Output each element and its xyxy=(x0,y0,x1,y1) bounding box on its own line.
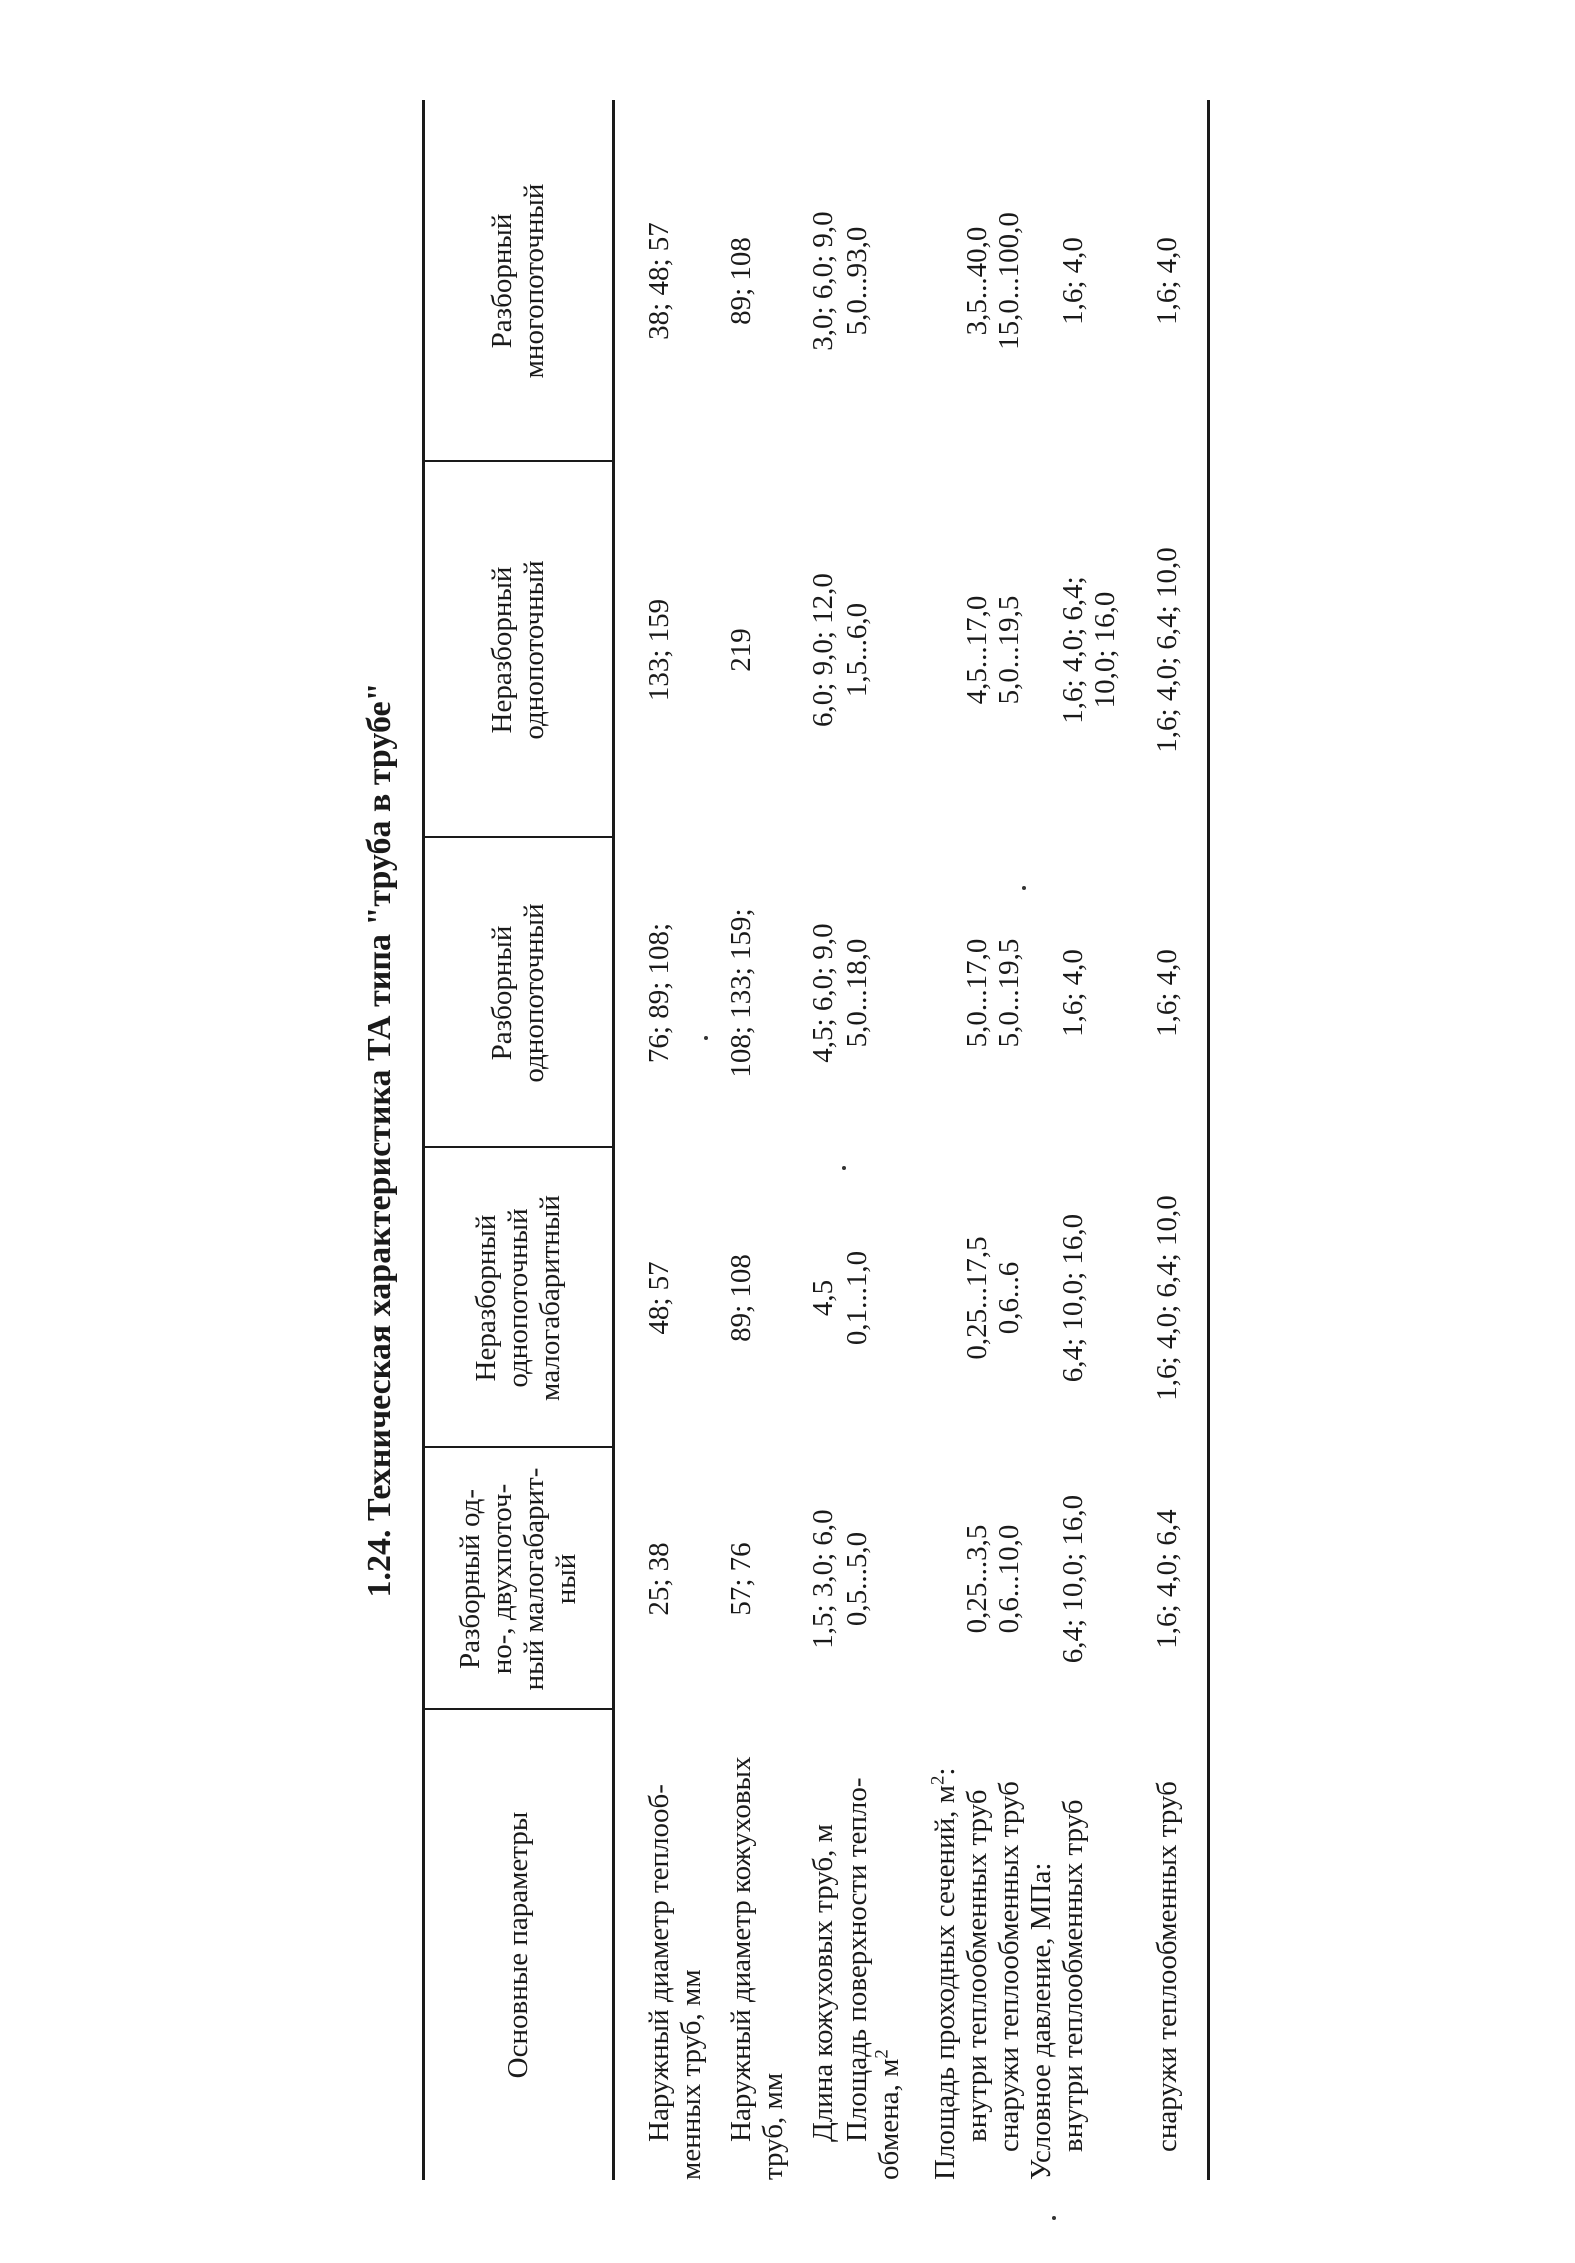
table-cell: 0,25...3,5 0,6...10,0 xyxy=(961,1524,1025,1634)
table-cell: 76; 89; 108; xyxy=(643,922,675,1064)
table-cell: 1,6; 4,0; 6,4 xyxy=(1151,1509,1183,1649)
table-cell: 4,5; 6,0; 9,0 xyxy=(807,923,839,1063)
table-cell: 0,25...17,5 0,6...6 xyxy=(961,1236,1025,1360)
table-cell: 1,5; 3,0; 6,0 xyxy=(807,1509,839,1649)
table-cell: 1,6; 4,0; 6,4; 10,0 xyxy=(1151,1195,1183,1401)
table-cell: 89; 108 xyxy=(725,1254,757,1342)
table-cell: 5,0...93,0 xyxy=(841,226,873,336)
table-cell: 4,5...17,0 5,0...19,5 xyxy=(961,595,1025,705)
table-cell: 1,6; 4,0; 6,4; 10,0; 16,0 xyxy=(1057,576,1121,724)
table-bottom-rule xyxy=(1207,100,1210,2180)
scan-speck xyxy=(842,1166,846,1170)
table-cell: 5,0...17,0 5,0...19,5 xyxy=(961,938,1025,1048)
table-cell: 0,5...5,0 xyxy=(841,1531,873,1627)
spec-table xyxy=(422,100,1212,2180)
scan-speck xyxy=(1052,2216,1056,2220)
row-param-surface-area: Площадь поверхности тепло- обмена, $м^2$ xyxy=(841,1777,905,2180)
table-cell: 1,5...6,0 xyxy=(841,602,873,698)
table-cell: 48; 57 xyxy=(643,1261,675,1335)
table-cell: 4,5 xyxy=(807,1279,839,1317)
header-col-1: Разборный од- но-, двухпоточ- ный малогабарит- ный xyxy=(454,1467,582,1691)
table-cell: 108; 133; 159; xyxy=(725,908,757,1078)
table-cell: 133; 159 xyxy=(643,598,675,702)
table-top-rule xyxy=(422,100,425,2180)
table-cell: 219 xyxy=(725,628,757,672)
row-param-pressure-inside: Условное давление, МПа: внутри теплообменных труб xyxy=(1025,1799,1089,2180)
header-col-4: Неразборный однопоточный xyxy=(486,560,550,740)
table-cell: 6,0; 9,0; 12,0 xyxy=(807,573,839,727)
table-cell: 3,5...40,0 15,0...100,0 xyxy=(961,212,1025,350)
header-col-3: Разборный однопоточный xyxy=(486,903,550,1083)
table-cell: 1,6; 4,0 xyxy=(1057,237,1089,325)
table-cell: 1,6; 4,0 xyxy=(1057,949,1089,1037)
table-cell: 3,0; 6,0; 9,0 xyxy=(807,211,839,351)
table-header-rule xyxy=(612,100,615,2180)
table-cell: 25; 38 xyxy=(643,1542,675,1616)
table-cell: 1,6; 4,0 xyxy=(1151,237,1183,325)
table-cell: 57; 76 xyxy=(725,1542,757,1616)
header-parameters: Основные параметры xyxy=(502,1811,535,2079)
header-col-5: Разборный многопоточный xyxy=(486,183,550,379)
table-cell: 6,4; 10,0; 16,0 xyxy=(1057,1213,1089,1383)
table-cell: 5,0...18,0 xyxy=(841,938,873,1048)
table-cell: 38; 48; 57 xyxy=(643,222,675,340)
scan-speck xyxy=(1022,886,1026,890)
row-param-shell-diameter: Наружный диаметр кожуховых труб, мм xyxy=(725,1756,789,2180)
table-cell: 6,4; 10,0; 16,0 xyxy=(1057,1494,1089,1664)
row-param-tube-diameter: Наружный диаметр теплооб- менных труб, мм xyxy=(643,1784,707,2180)
row-param-pressure-outside: снаружи теплообменных труб xyxy=(1151,1781,1183,2152)
table-cell: 1,6; 4,0; 6,4; 10,0 xyxy=(1151,547,1183,753)
row-param-shell-length: Длина кожуховых труб, м xyxy=(807,1823,839,2142)
table-title: 1.24. Техническая характеристика ТА типа "труба в трубе" xyxy=(361,682,398,1598)
scan-speck xyxy=(704,1036,708,1040)
rotated-page xyxy=(350,100,1230,2180)
table-cell: 1,6; 4,0 xyxy=(1151,949,1183,1037)
table-cell: 0,1...1,0 xyxy=(841,1250,873,1346)
table-cell: 89; 108 xyxy=(725,237,757,325)
header-col-2: Неразборный однопоточный малогабаритный xyxy=(470,1195,566,1401)
row-param-flow-area: Площадь проходных сечений, $м^2$: внутри теплообменных труб снаружи теплообменных труб xyxy=(927,1767,1025,2180)
